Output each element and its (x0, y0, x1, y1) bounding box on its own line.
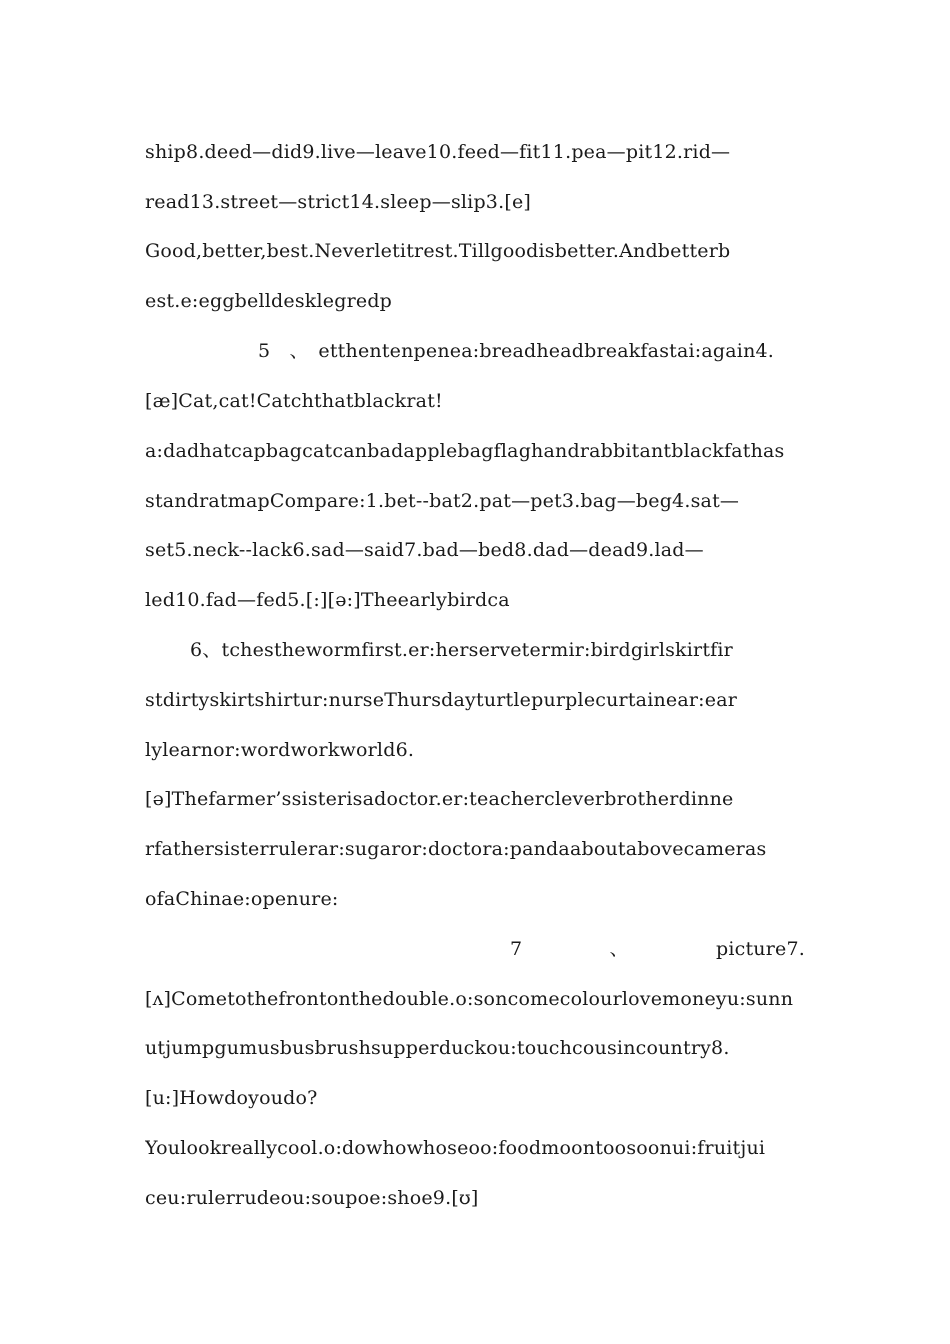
text-line: led10.fad—fed5.[:][ə:]Theearlybirdca (145, 589, 510, 611)
text-line: Youlookreallycool.o:dowhowhoseoo:foodmoontoosoonui:fruitjui (145, 1137, 766, 1159)
text-line: set5.neck--lack6.sad—said7.bad—bed8.dad—dead9.lad— (145, 539, 704, 561)
paragraph-7-line (510, 936, 805, 962)
item-text: picture7. (715, 938, 805, 960)
text-line: utjumpgumusbusbrushsupperduckou:touchcousincountry8. (145, 1037, 730, 1059)
text-line: est.e:eggbelldesklegredp (145, 290, 393, 312)
paragraph-5-line: 5 、 etthentenpenea:breadheadbreakfastai:again4. (258, 340, 775, 362)
paragraph-6-line: 6、tchesthewormfirst.er:herservetermir:birdgirlskirtfir (190, 639, 733, 661)
text-line: standratmapCompare:1.bet--bat2.pat—pet3.bag—beg4.sat— (145, 490, 740, 512)
text-line: stdirtyskirtshirtur:nurseThursdayturtlepurplecurtainear:ear (145, 689, 738, 711)
text-line: rfathersisterrulerar:sugaror:doctora:pandaaboutabovecameras (145, 838, 767, 860)
text-line: a:dadhatcapbagcatcanbadapplebagflaghandrabbitantblackfathas (145, 440, 785, 462)
text-line: [u:]Howdoyoudo? (145, 1087, 318, 1109)
text-line: ceu:rulerrudeou:soupoe:shoe9.[ʊ] (145, 1187, 479, 1209)
text-line: ship8.deed—did9.live—leave10.feed—fit11.pea—pit12.rid— (145, 141, 731, 163)
text-line: [æ]Cat,cat!Catchthatblackrat! (145, 390, 443, 412)
text-line: [ə]Thefarmer’ssisterisadoctor.er:teachercleverbrotherdinne (145, 788, 734, 810)
item-separator: 、 (609, 938, 629, 960)
text-line: ofaChinae:openure: (145, 888, 339, 910)
text-line: Good,better,best.Neverletitrest.Tillgoodisbetter.Andbetterb (145, 240, 731, 262)
text-line: read13.street—strict14.sleep—slip3.[e] (145, 191, 532, 213)
item-number: 7 (510, 938, 523, 960)
text-line: lylearnor:wordworkworld6. (145, 739, 415, 761)
text-line: [ʌ]Cometothefrontonthedouble.o:soncomecolourlovemoneyu:sunn (145, 988, 794, 1010)
